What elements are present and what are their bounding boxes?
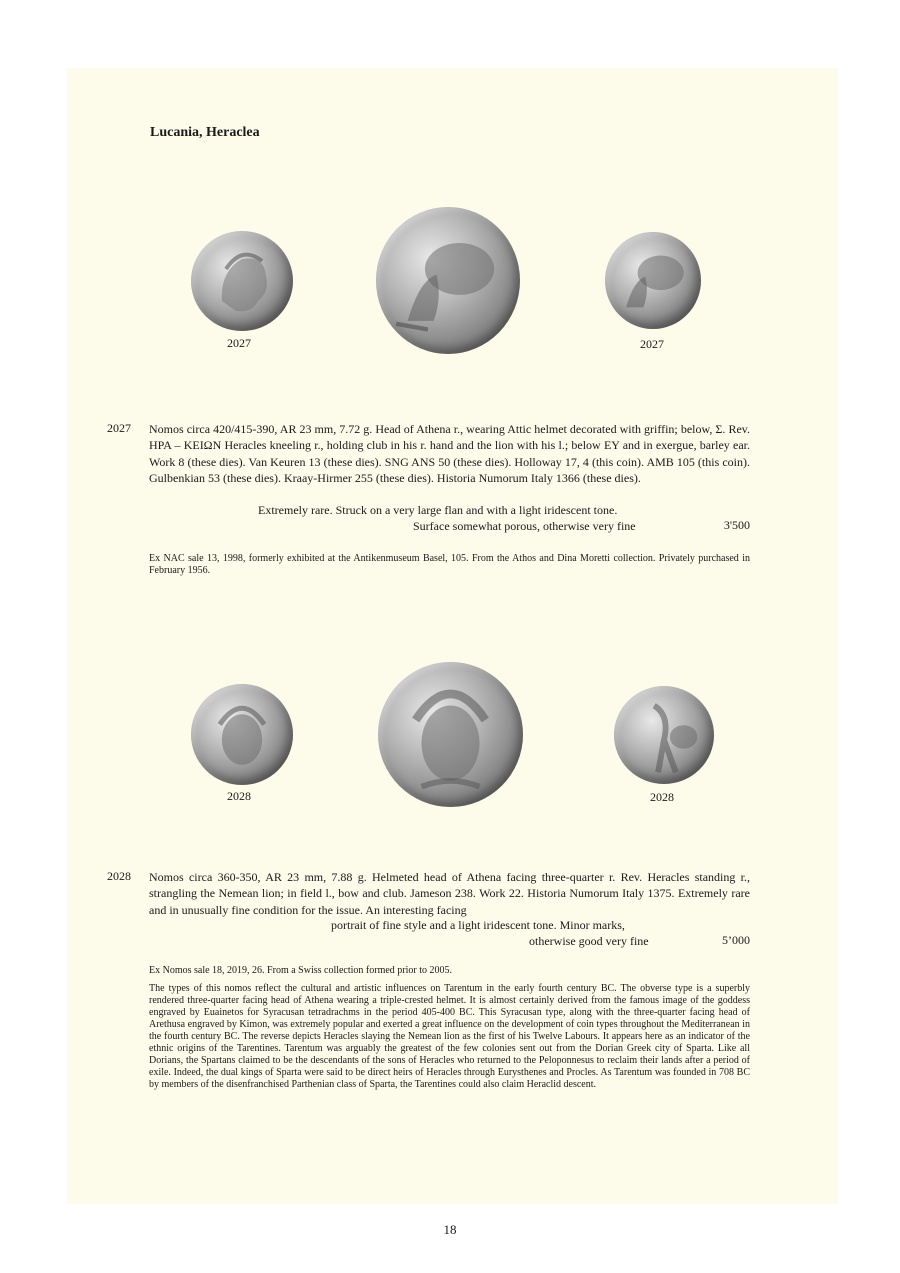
- heracles-lion-icon: [376, 207, 520, 354]
- description-text: Nomos circa 420/415-390, AR 23 mm, 7.72 g. Head of Athena r., wearing Attic helmet decorated with griffin; below, Σ. Rev. ΗΡΑ – ΚΕΙΩΝ Heracles kneeling r., holding club in his r. hand and the lion with his l.; below ΕΥ and in exergue, barley ear. Work 8 (these dies). Van Keuren 13 (these dies). SNG ANS 50 (these dies). Holloway 17, 4 (this coin). AMB 105 (this coin). Gulbenkian 53 (these dies). Kraay-Hirmer 255 (these dies). Historia Numorum Italy 1366 (these dies).: [149, 422, 750, 485]
- provenance-note: Ex Nomos sale 18, 2019, 26. From a Swiss collection formed prior to 2005.: [149, 965, 453, 976]
- page-number: 18: [443, 1222, 457, 1237]
- coin-label: 2027: [227, 336, 251, 350]
- coin-2028-obverse-large: [378, 662, 523, 807]
- coin-2027-reverse-small: [605, 232, 701, 329]
- lot-number: 2028: [107, 869, 131, 883]
- coin-label: 2028: [227, 789, 251, 803]
- description-text: Nomos circa 360-350, AR 23 mm, 7.88 g. Helmeted head of Athena facing three-quarter r. Rev. Heracles standing r., strangling the Nemean lion; in field l., bow and club. Jameson 238. Work 22. Historia Numorum Italy 1375. Extremely rare and in unusually fine condition for the issue. An interesting facing: [149, 870, 750, 917]
- heracles-lion-icon: [605, 232, 701, 329]
- provenance-note: Ex NAC sale 13, 1998, formerly exhibited at the Antikenmuseum Basel, 105. From the Athos and Dina Moretti collection. Privately purchased in February 1956.: [149, 553, 750, 576]
- condition-line: Surface somewhat porous, otherwise very fine: [413, 519, 636, 533]
- coin-2027-obverse-small: [191, 231, 293, 331]
- athena-facing-icon: [378, 662, 523, 807]
- condition-line: otherwise good very fine: [529, 934, 649, 948]
- condition-line: portrait of fine style and a light iridescent tone. Minor marks,: [331, 918, 625, 932]
- lot-description: [149, 869, 750, 918]
- price: 3'500: [723, 518, 750, 532]
- condition-line: Extremely rare. Struck on a very large flan and with a light iridescent tone.: [258, 503, 618, 517]
- athena-head-icon: [191, 231, 293, 331]
- price: 5’000: [722, 933, 750, 947]
- commentary: The types of this nomos reflect the cultural and artistic influences on Tarentum in the early fourth century BC. The obverse type is a superbly rendered three-quarter facing head of Athena wearing a triple-crested helmet. It is almost certainly derived from the famous image of the goddess engraved by Euainetos for Syracusan tetradrachms in the period 405-400 BC. This Syracusan type, along with the three-quarter facing head of Arethusa engraved by Kimon, was extremely popular and exerted a great influence on the development of coin types throughout the Mediterranean in the fourth century BC. The reverse depicts Heracles slaying the Nemean lion as the first of his Twelve Labours. It appears here as an indicator of the ethnic origins of the Tarentines. Tarentum was arguably the greatest of the few colonies sent out from the Dorian Greek city of Sparta. Like all Dorians, the Spartans claimed to be the descendants of the sons of Heracles who returned to the Peloponnesus to reclaim their lands after a period of exile. Indeed, the dual kings of Sparta were said to be direct heirs of Heracles through Eurysthenes and Procles. As Tarentum was founded in 708 BC by members of the disenfranchised Parthenian class of Sparta, the Tarentines could also claim Heraclid descent.: [149, 983, 750, 1090]
- lot-number: 2027: [107, 421, 131, 435]
- lot-description: [149, 421, 750, 486]
- coin-2028-reverse-small: [614, 686, 714, 784]
- coin-label: 2028: [650, 790, 674, 804]
- coin-2028-obverse-small: [191, 684, 293, 785]
- section-title: Lucania, Heraclea: [150, 125, 260, 140]
- coin-label: 2027: [640, 337, 664, 351]
- coin-2027-reverse-large: [376, 207, 520, 354]
- heracles-strangling-lion-icon: [614, 686, 714, 784]
- athena-facing-icon: [191, 684, 293, 785]
